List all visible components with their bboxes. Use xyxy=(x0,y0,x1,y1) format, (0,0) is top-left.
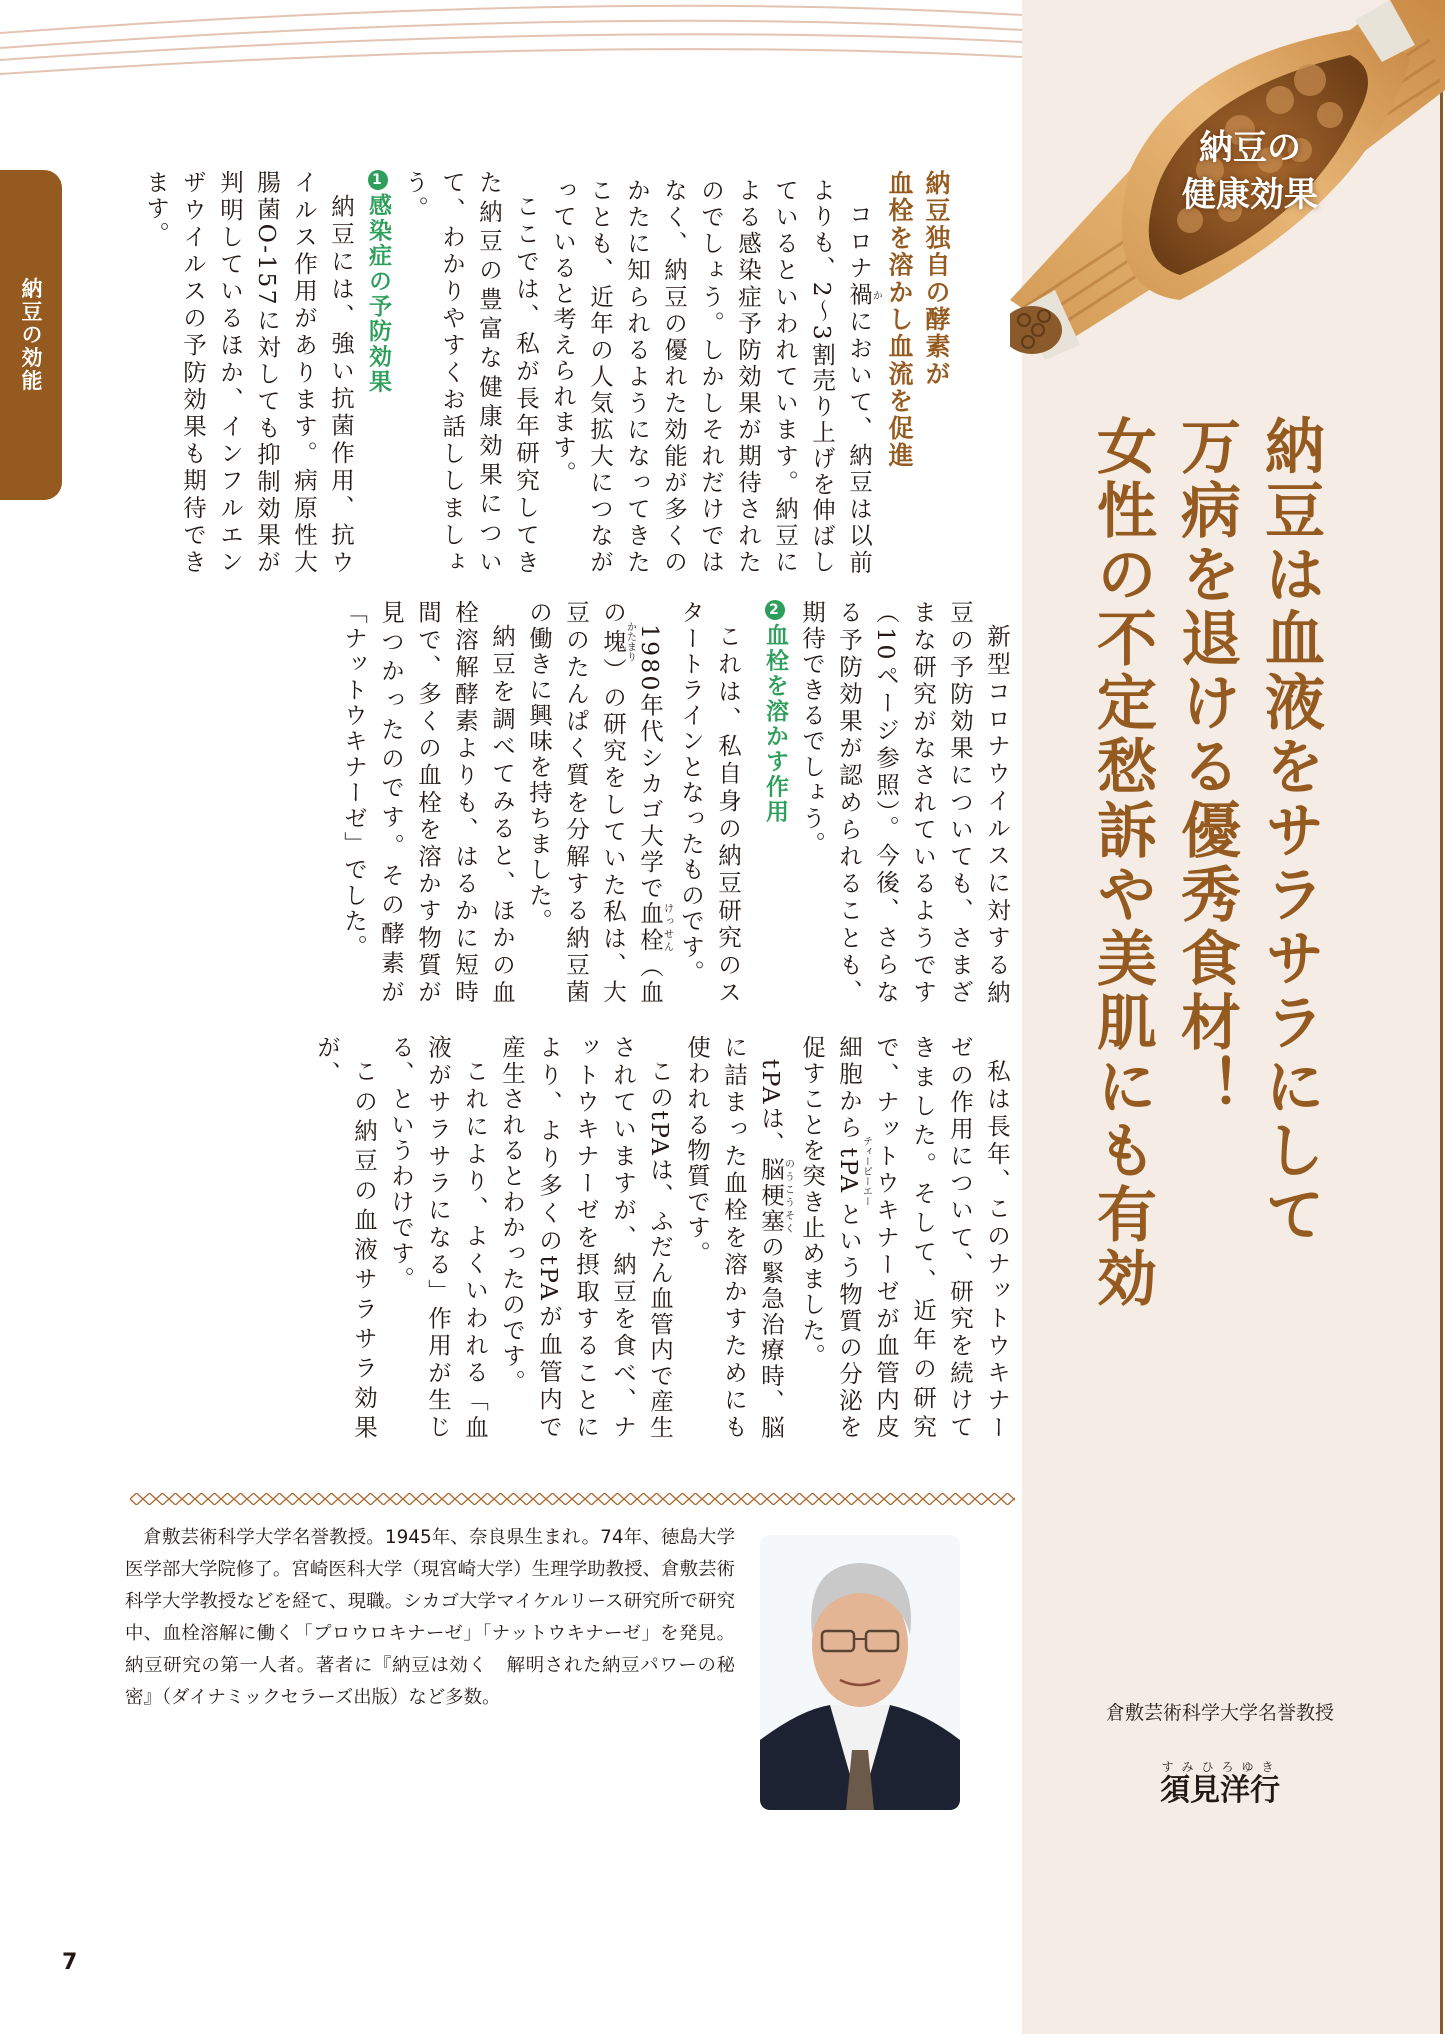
number-badge: 1 xyxy=(368,170,388,190)
section-tab xyxy=(0,170,62,500)
section-heading-1: 1感染症の予防効果 xyxy=(365,172,391,395)
illustration-caption xyxy=(1160,125,1340,219)
main-title xyxy=(1080,415,1332,1535)
paragraph: この納豆の血液サラサラ効果が、 xyxy=(313,1035,378,1440)
page-number: 7 xyxy=(62,1950,78,1975)
author-bio: 倉敷芸術科学大学名誉教授。1945年、奈良県生まれ。74年、徳島大学医学部大学院修了。宮崎医科大学（現宮崎大学）生理学助教授、倉敷芸術科学大学教授などを経て、現職。シカゴ大学マイケルリース研究所で研究中、血栓溶解に働く「プロウロキナーゼ」「ナットウキナーゼ」を発見。納豆研究の第一人者。著者に『納豆は効く 解明された納豆パワーの秘密』（ダイナミックセラーズ出版）など多数。 xyxy=(125,1527,735,1708)
title-line-3: 女性の不定愁訴や美肌にも有効 xyxy=(1087,415,1157,1311)
decorative-arc-lines xyxy=(0,0,1022,90)
title-line-2: 万病を退ける優秀食材！ xyxy=(1171,415,1241,1119)
author-name: 須見洋行すみひろゆき xyxy=(1160,1760,1280,1808)
section-heading-2: 2血栓を溶かす作用 xyxy=(762,602,788,825)
section-tab-label: 納豆の効能 xyxy=(19,277,43,393)
paragraph: 1980年代シカゴ大学で血栓けっせん（血の塊かたまり）の研究をしていた私は、大豆のたんぱく質を分解する納豆菌の働きに興味を持ちました。 xyxy=(525,600,673,1005)
paragraph: これにより、よくいわれる「血液がサラサラになる」作用が生じる、というわけです。 xyxy=(387,1035,489,1440)
author-affiliation: 倉敷芸術科学大学名誉教授 xyxy=(1105,1702,1334,1724)
paragraph: 納豆を調べてみると、ほかの血栓溶解酵素よりも、はるかに短時間で、多くの血栓を溶かす物質が見つかったのです。その酵素が「ナットウキナーゼ」でした。 xyxy=(340,600,516,1005)
paragraph: 新型コロナウイルスに対する納豆の予防効果についても、さまざまな研究がなされているようです（10ページ参照）。今後、さらなる予防効果が認められることも、期待できるでしょう。 xyxy=(798,600,1011,1005)
diamond-divider xyxy=(130,1493,1015,1505)
caption-line-2: 健康効果 xyxy=(1182,175,1318,215)
paragraph: tPAは、脳梗塞のうこうそくの緊急治療時、脳に詰まった血栓を溶かすためにも使われる物質です。 xyxy=(683,1035,794,1440)
paragraph: 納豆には、強い抗菌作用、抗ウイルス作用があります。病原性大腸菌O‐157に対しても抑制効果が判明しているほか、インフルエンザウイルスの予防効果も期待できます。 xyxy=(142,170,355,575)
paragraph: これは、私自身の納豆研究のスタートラインとなったものです。 xyxy=(677,600,742,1005)
caption-line-1: 納豆の xyxy=(1199,128,1301,168)
paragraph: 私は長年、このナットウキナーゼの作用について、研究を続けてきました。そして、近年の研究で、ナットウキナーゼが血管内皮細胞からtPAティーピーエーという物質の分泌を促すことを突き止めました。 xyxy=(798,1035,1011,1440)
paragraph: ここでは、私が長年研究してきた納豆の豊富な健康効果について、わかりやすくお話ししましょう。 xyxy=(401,170,540,575)
number-badge: 2 xyxy=(765,600,785,620)
natto-straw-illustration xyxy=(1010,0,1445,440)
paragraph: コロナ禍かにおいて、納豆は以前よりも、2～3割売り上げを伸ばしているといわれています。納豆による感染症予防効果が期待されたのでしょう。しかしそれだけではなく、納豆の優れた効能が多くのかたに知られるようになってきたことも、近年の人気拡大につながっていると考えられます。 xyxy=(549,178,882,576)
article-heading-line-2: 血栓を溶かし血流を促進 xyxy=(885,170,914,470)
portrait-image xyxy=(760,1535,960,1810)
article-tier-2 xyxy=(110,600,1015,1005)
author-photo xyxy=(760,1535,960,1810)
title-line-1: 納豆は血液をサラサラにして xyxy=(1255,415,1325,1247)
paragraph: このtPAは、ふだん血管内で産生されていますが、納豆を食べ、ナットウキナーゼを摂取することにより、より多くのtPAが血管内で産生されるとわかったのです。 xyxy=(498,1035,674,1440)
article-tier-1 xyxy=(142,170,955,576)
article-heading-line-1: 納豆独自の酵素が xyxy=(922,170,951,388)
article-tier-3 xyxy=(110,1035,1015,1440)
